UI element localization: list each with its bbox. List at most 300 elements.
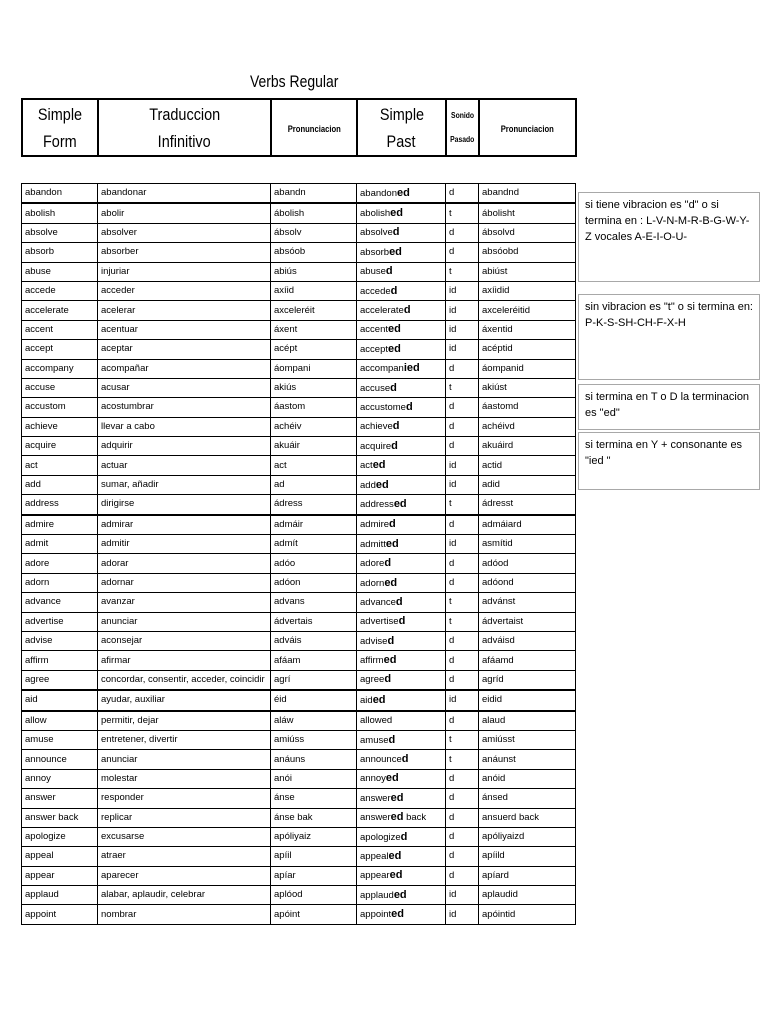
cell-pronunciacion: admít	[271, 535, 357, 554]
past-suffix: d	[384, 557, 392, 570]
cell-sonido: d	[446, 847, 479, 866]
table-row	[22, 711, 576, 731]
cell-traduccion: alabar, aplaudir, celebrar	[98, 886, 271, 905]
header-pronunciacion: Pronunciacion	[271, 99, 357, 156]
cell-simple-form: adore	[22, 554, 98, 573]
cell-pronunciacion-past: abandnd	[479, 184, 576, 204]
header-table	[21, 98, 577, 157]
past-base: accede	[360, 285, 391, 297]
cell-sonido: id	[446, 301, 479, 320]
cell-simple-form: allow	[22, 711, 98, 731]
table-row	[22, 789, 576, 808]
cell-sonido: id	[446, 456, 479, 475]
cell-pronunciacion-past: apóintid	[479, 905, 576, 924]
cell-pronunciacion-past: adóond	[479, 573, 576, 592]
cell-simple-form: absorb	[22, 243, 98, 262]
table-row	[22, 437, 576, 456]
table-row	[22, 651, 576, 670]
past-suffix: d	[392, 226, 400, 239]
cell-traduccion: absolver	[98, 223, 271, 242]
table-row	[22, 866, 576, 885]
past-suffix: ed	[388, 849, 402, 862]
table-row	[22, 320, 576, 339]
cell-traduccion: abandonar	[98, 184, 271, 204]
past-base: announce	[360, 754, 402, 766]
cell-traduccion: aceptar	[98, 340, 271, 359]
cell-traduccion: acusar	[98, 378, 271, 397]
cell-sonido: t	[446, 203, 479, 223]
past-base: admitt	[360, 538, 386, 550]
table-row	[22, 281, 576, 300]
cell-simple-form: accede	[22, 281, 98, 300]
cell-simple-form: absolve	[22, 223, 98, 242]
cell-pronunciacion: aláw	[271, 711, 357, 731]
cell-sonido: d	[446, 554, 479, 573]
cell-sonido: d	[446, 398, 479, 417]
cell-simple-past	[357, 495, 446, 515]
cell-traduccion: adquirir	[98, 437, 271, 456]
cell-simple-past	[357, 789, 446, 808]
cell-simple-form: add	[22, 475, 98, 494]
cell-sonido: d	[446, 631, 479, 650]
cell-simple-form: advertise	[22, 612, 98, 631]
past-suffix: ed	[385, 772, 399, 785]
cell-pronunciacion: ábolish	[271, 203, 357, 223]
table-row	[22, 612, 576, 631]
past-suffix: ed	[375, 478, 389, 491]
past-base: amuse	[360, 734, 389, 746]
cell-pronunciacion: áxent	[271, 320, 357, 339]
cell-pronunciacion-past: apóliyaizd	[479, 827, 576, 846]
cell-simple-form: advise	[22, 631, 98, 650]
past-base: appear	[360, 870, 390, 882]
past-suffix: ed	[372, 693, 386, 706]
cell-pronunciacion-past: ansuerd back	[479, 808, 576, 827]
cell-simple-past	[357, 203, 446, 223]
cell-sonido: id	[446, 690, 479, 710]
cell-sonido: t	[446, 730, 479, 749]
cell-simple-past	[357, 905, 446, 924]
table-row	[22, 203, 576, 223]
past-tail: back	[403, 812, 427, 824]
past-base: adorn	[360, 577, 385, 589]
cell-traduccion: actuar	[98, 456, 271, 475]
cell-simple-form: admit	[22, 535, 98, 554]
cell-sonido: d	[446, 184, 479, 204]
table-row	[22, 750, 576, 769]
table-row	[22, 670, 576, 690]
cell-simple-form: advance	[22, 593, 98, 612]
cell-simple-form: affirm	[22, 651, 98, 670]
cell-pronunciacion-past: eidid	[479, 690, 576, 710]
cell-simple-form: act	[22, 456, 98, 475]
cell-sonido: d	[446, 769, 479, 788]
cell-pronunciacion: admáir	[271, 515, 357, 535]
cell-pronunciacion: apíar	[271, 866, 357, 885]
past-suffix: d	[388, 733, 396, 746]
past-suffix: ed	[396, 186, 410, 199]
cell-simple-past	[357, 340, 446, 359]
table-row	[22, 515, 576, 535]
table-row	[22, 827, 576, 846]
cell-sonido: d	[446, 827, 479, 846]
past-base: abolish	[360, 208, 391, 220]
table-row	[22, 359, 576, 378]
cell-pronunciacion-past: ádresst	[479, 495, 576, 515]
cell-pronunciacion-past: alaud	[479, 711, 576, 731]
cell-simple-past	[357, 612, 446, 631]
cell-sonido: id	[446, 340, 479, 359]
past-base: affirm	[360, 655, 384, 667]
table-row	[22, 573, 576, 592]
past-suffix: d	[390, 284, 398, 297]
cell-pronunciacion: akuáir	[271, 437, 357, 456]
table-row	[22, 243, 576, 262]
past-base: absorb	[360, 246, 390, 258]
cell-simple-past	[357, 378, 446, 397]
cell-pronunciacion: afáam	[271, 651, 357, 670]
cell-simple-past	[357, 670, 446, 690]
cell-traduccion: adorar	[98, 554, 271, 573]
cell-traduccion: injuriar	[98, 262, 271, 281]
cell-sonido: id	[446, 905, 479, 924]
cell-pronunciacion: agrí	[271, 670, 357, 690]
cell-sonido: id	[446, 886, 479, 905]
cell-pronunciacion: apóint	[271, 905, 357, 924]
table-row	[22, 398, 576, 417]
cell-simple-past	[357, 515, 446, 535]
past-suffix: ed	[390, 811, 404, 824]
cell-simple-past	[357, 262, 446, 281]
cell-pronunciacion-past: akiúst	[479, 378, 576, 397]
cell-pronunciacion: acépt	[271, 340, 357, 359]
table-row	[22, 262, 576, 281]
table-row	[22, 495, 576, 515]
cell-simple-past	[357, 554, 446, 573]
cell-pronunciacion: ánse	[271, 789, 357, 808]
cell-simple-past	[357, 535, 446, 554]
past-base: address	[360, 498, 394, 510]
cell-sonido: d	[446, 670, 479, 690]
cell-pronunciacion-past: adváisd	[479, 631, 576, 650]
cell-pronunciacion: ánse bak	[271, 808, 357, 827]
cell-simple-form: answer	[22, 789, 98, 808]
table-row	[22, 223, 576, 242]
cell-simple-form: accept	[22, 340, 98, 359]
past-base: accent	[360, 324, 388, 336]
cell-pronunciacion-past: abiúst	[479, 262, 576, 281]
cell-pronunciacion-past: ádvertaist	[479, 612, 576, 631]
cell-sonido: t	[446, 612, 479, 631]
cell-simple-past	[357, 359, 446, 378]
past-suffix: ed	[385, 537, 399, 550]
cell-traduccion: ayudar, auxiliar	[98, 690, 271, 710]
past-base: aid	[360, 694, 373, 706]
cell-pronunciacion: absóob	[271, 243, 357, 262]
cell-pronunciacion-past: ánsed	[479, 789, 576, 808]
table-row	[22, 886, 576, 905]
cell-traduccion: nombrar	[98, 905, 271, 924]
past-base: answer	[360, 812, 391, 824]
table-row	[22, 184, 576, 204]
past-suffix: ed	[384, 576, 398, 589]
cell-simple-past	[357, 398, 446, 417]
past-base: adore	[360, 558, 385, 570]
past-base: add	[360, 479, 376, 491]
cell-pronunciacion-past: acéptid	[479, 340, 576, 359]
past-suffix: ed	[388, 323, 401, 336]
cell-simple-past	[357, 281, 446, 300]
cell-simple-form: appear	[22, 866, 98, 885]
table-row	[22, 456, 576, 475]
cell-traduccion: responder	[98, 789, 271, 808]
cell-pronunciacion: amiúss	[271, 730, 357, 749]
cell-traduccion: aconsejar	[98, 631, 271, 650]
past-base: agree	[360, 674, 385, 686]
table-row	[22, 730, 576, 749]
cell-pronunciacion: anói	[271, 769, 357, 788]
past-base: abuse	[360, 266, 386, 278]
past-suffix: ed	[388, 342, 401, 355]
cell-pronunciacion-past: agríd	[479, 670, 576, 690]
past-suffix: d	[387, 634, 395, 647]
cell-simple-past	[357, 827, 446, 846]
cell-pronunciacion: axceleréit	[271, 301, 357, 320]
cell-pronunciacion: ábsolv	[271, 223, 357, 242]
table-row	[22, 593, 576, 612]
cell-simple-past	[357, 750, 446, 769]
cell-simple-past	[357, 223, 446, 242]
past-suffix: d	[391, 439, 398, 452]
cell-pronunciacion-past: amiússt	[479, 730, 576, 749]
past-base: annoy	[360, 773, 386, 785]
cell-pronunciacion: ad	[271, 475, 357, 494]
cell-pronunciacion: aplóod	[271, 886, 357, 905]
cell-simple-form: abuse	[22, 262, 98, 281]
note-y-consonant: si termina en Y + consonante es "ied "	[578, 432, 760, 490]
cell-traduccion: admitir	[98, 535, 271, 554]
table-row	[22, 905, 576, 924]
cell-simple-form: agree	[22, 670, 98, 690]
past-suffix: ed	[383, 654, 397, 667]
cell-simple-past	[357, 573, 446, 592]
cell-simple-past	[357, 184, 446, 204]
cell-traduccion: atraer	[98, 847, 271, 866]
cell-traduccion: entretener, divertir	[98, 730, 271, 749]
cell-simple-past	[357, 866, 446, 885]
cell-traduccion: acentuar	[98, 320, 271, 339]
cell-pronunciacion-past: áastomd	[479, 398, 576, 417]
cell-pronunciacion-past: apíard	[479, 866, 576, 885]
cell-simple-past	[357, 711, 446, 731]
past-suffix: d	[398, 615, 406, 628]
cell-simple-past	[357, 417, 446, 436]
past-suffix: ed	[393, 497, 407, 510]
table-row	[22, 690, 576, 710]
cell-simple-form: accustom	[22, 398, 98, 417]
past-suffix: ed	[372, 459, 386, 472]
cell-pronunciacion: axíid	[271, 281, 357, 300]
past-suffix: ed	[389, 869, 403, 882]
cell-sonido: id	[446, 535, 479, 554]
cell-simple-form: accent	[22, 320, 98, 339]
table-row	[22, 631, 576, 650]
past-base: accelerate	[360, 305, 404, 317]
cell-pronunciacion-past: ábsolvd	[479, 223, 576, 242]
cell-sonido: d	[446, 866, 479, 885]
past-base: apologize	[360, 831, 401, 843]
cell-simple-form: abandon	[22, 184, 98, 204]
cell-pronunciacion-past: áxentid	[479, 320, 576, 339]
cell-traduccion: abolir	[98, 203, 271, 223]
cell-pronunciacion-past: akuáird	[479, 437, 576, 456]
header-simple-past: Simple Past	[357, 99, 446, 156]
cell-sonido: d	[446, 573, 479, 592]
table-row	[22, 475, 576, 494]
cell-simple-form: admire	[22, 515, 98, 535]
cell-simple-form: adorn	[22, 573, 98, 592]
cell-pronunciacion-past: ábolisht	[479, 203, 576, 223]
cell-simple-form: abolish	[22, 203, 98, 223]
cell-sonido: d	[446, 789, 479, 808]
past-base: absolve	[360, 227, 393, 239]
past-base: answer	[360, 792, 391, 804]
note-t-or-d: si termina en T o D la terminacion es "ed"	[578, 384, 760, 430]
cell-pronunciacion: áastom	[271, 398, 357, 417]
past-base: advance	[360, 596, 396, 608]
past-suffix: d	[400, 830, 408, 843]
cell-traduccion: llevar a cabo	[98, 417, 271, 436]
cell-simple-past	[357, 730, 446, 749]
table-row	[22, 769, 576, 788]
past-base: advertise	[360, 616, 399, 628]
cell-traduccion: aparecer	[98, 866, 271, 885]
cell-sonido: d	[446, 243, 479, 262]
past-base: accompan	[360, 363, 404, 375]
past-suffix: d	[401, 753, 409, 766]
cell-simple-past	[357, 456, 446, 475]
cell-sonido: d	[446, 223, 479, 242]
cell-sonido: d	[446, 651, 479, 670]
page-title: Verbs Regular	[250, 72, 339, 91]
cell-pronunciacion-past: achéivd	[479, 417, 576, 436]
cell-pronunciacion-past: axceleréitid	[479, 301, 576, 320]
cell-sonido: t	[446, 262, 479, 281]
cell-pronunciacion: apíil	[271, 847, 357, 866]
cell-simple-form: applaud	[22, 886, 98, 905]
cell-sonido: d	[446, 437, 479, 456]
cell-simple-past	[357, 769, 446, 788]
cell-traduccion: acceder	[98, 281, 271, 300]
cell-traduccion: molestar	[98, 769, 271, 788]
cell-pronunciacion: apóliyaiz	[271, 827, 357, 846]
cell-pronunciacion-past: advánst	[479, 593, 576, 612]
cell-pronunciacion: áompani	[271, 359, 357, 378]
cell-simple-form: acquire	[22, 437, 98, 456]
cell-sonido: id	[446, 475, 479, 494]
past-suffix: ed	[390, 791, 404, 804]
cell-pronunciacion-past: anóid	[479, 769, 576, 788]
note-voiceless: sin vibracion es "t" o si termina en: P-K-S-SH-CH-F-X-H	[578, 294, 760, 380]
past-suffix: d	[390, 381, 397, 394]
cell-traduccion: acelerar	[98, 301, 271, 320]
cell-simple-form: accuse	[22, 378, 98, 397]
header-sonido-pasado: Sonido Pasado	[446, 99, 479, 156]
table-row	[22, 301, 576, 320]
past-base: applaud	[360, 889, 394, 901]
cell-sonido: id	[446, 281, 479, 300]
cell-pronunciacion-past: admáiard	[479, 515, 576, 535]
table-row	[22, 417, 576, 436]
cell-sonido: d	[446, 359, 479, 378]
cell-traduccion: sumar, añadir	[98, 475, 271, 494]
cell-sonido: t	[446, 750, 479, 769]
cell-simple-past	[357, 437, 446, 456]
cell-traduccion: permitir, dejar	[98, 711, 271, 731]
past-base: advise	[360, 635, 388, 647]
past-suffix: d	[405, 400, 413, 413]
cell-simple-form: accelerate	[22, 301, 98, 320]
cell-pronunciacion-past: axíidid	[479, 281, 576, 300]
past-suffix: d	[384, 673, 392, 686]
cell-traduccion: absorber	[98, 243, 271, 262]
cell-simple-form: accompany	[22, 359, 98, 378]
cell-pronunciacion-past: áompanid	[479, 359, 576, 378]
note-voiced: si tiene vibracion es "d" o si termina en : L-V-N-M-R-B-G-W-Y-Z vocales A-E-I-O-U-	[578, 192, 760, 282]
cell-pronunciacion: adóon	[271, 573, 357, 592]
past-base: admire	[360, 519, 390, 531]
past-base: abandon	[360, 187, 397, 199]
cell-pronunciacion-past: absóobd	[479, 243, 576, 262]
cell-simple-form: appoint	[22, 905, 98, 924]
past-base: accept	[360, 343, 388, 355]
cell-pronunciacion: advans	[271, 593, 357, 612]
cell-simple-past	[357, 301, 446, 320]
past-suffix: d	[389, 518, 396, 531]
table-row	[22, 554, 576, 573]
header-pronunciacion-2: Pronunciacion	[479, 99, 576, 156]
cell-simple-past	[357, 808, 446, 827]
cell-simple-past	[357, 631, 446, 650]
past-base: appoint	[360, 909, 392, 921]
cell-simple-form: answer back	[22, 808, 98, 827]
cell-traduccion: replicar	[98, 808, 271, 827]
cell-pronunciacion-past: actid	[479, 456, 576, 475]
cell-simple-form: annoy	[22, 769, 98, 788]
past-suffix: d	[392, 420, 400, 433]
past-base: appeal	[360, 850, 389, 862]
past-suffix: ied	[403, 362, 420, 375]
cell-simple-past	[357, 690, 446, 710]
cell-simple-form: achieve	[22, 417, 98, 436]
past-suffix: ed	[390, 207, 403, 220]
cell-pronunciacion: adóo	[271, 554, 357, 573]
cell-simple-past	[357, 847, 446, 866]
cell-pronunciacion: achéiv	[271, 417, 357, 436]
cell-traduccion: dirigirse	[98, 495, 271, 515]
cell-simple-past	[357, 475, 446, 494]
past-base: accustome	[360, 401, 406, 413]
cell-traduccion: acompañar	[98, 359, 271, 378]
cell-pronunciacion: abiús	[271, 262, 357, 281]
cell-pronunciacion: abandn	[271, 184, 357, 204]
cell-pronunciacion: éid	[271, 690, 357, 710]
past-suffix: ed	[391, 908, 405, 921]
cell-simple-form: address	[22, 495, 98, 515]
cell-pronunciacion-past: apíild	[479, 847, 576, 866]
cell-sonido: d	[446, 417, 479, 436]
cell-simple-past	[357, 243, 446, 262]
